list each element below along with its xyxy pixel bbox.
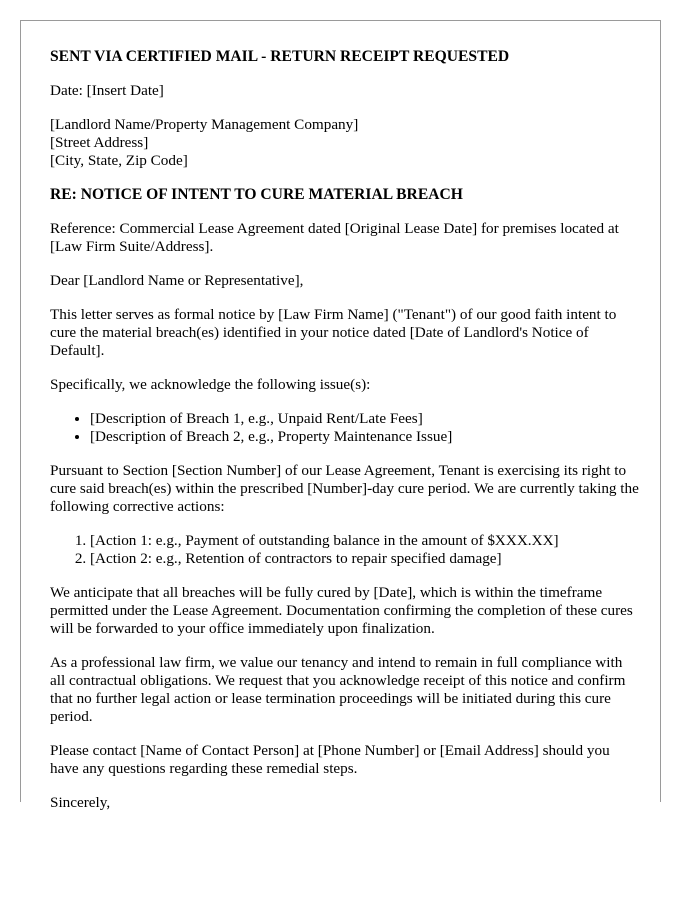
mailing-notice: SENT VIA CERTIFIED MAIL - RETURN RECEIPT REQUESTED — [50, 48, 510, 65]
salutation: Dear [Landlord Name or Representative], — [50, 272, 304, 289]
recipient-address — [50, 116, 640, 170]
letter-page — [20, 20, 661, 811]
list-item: 1. [Action 1: e.g., Payment of outstanding balance in the amount of $XXX.XX] — [90, 532, 640, 550]
intro-paragraph: This letter serves as formal notice by [Law Firm Name] ("Tenant") of our good faith intent to cure the material breach(es) identified in your notice dated [Date of Landlord's Notice of Default]. — [50, 306, 617, 359]
anticipate-paragraph: We anticipate that all breaches will be fully cured by [Date], which is within the timeframe permitted under the Lease Agreement. Documentation confirming the completion of these cures will be forwarded to your office immediately upon finalization. — [50, 584, 633, 637]
list-item: • [Description of Breach 2, e.g., Property Maintenance Issue] — [90, 428, 640, 446]
issues-intro: Specifically, we acknowledge the following issue(s): — [50, 376, 371, 393]
professional-paragraph: As a professional law firm, we value our tenancy and intend to remain in full compliance with all contractual obligations. We request that you acknowledge receipt of this notice and confirm that no further legal action or lease termination proceedings will be initiated during this cure period. — [50, 654, 626, 725]
contact-paragraph: Please contact [Name of Contact Person] at [Phone Number] or [Email Address] should you have any questions regarding these remedial steps. — [50, 742, 610, 777]
recipient-name: [Landlord Name/Property Management Company] — [50, 116, 359, 133]
date-line: Date: [Insert Date] — [50, 82, 164, 99]
list-item: 2. [Action 2: e.g., Retention of contractors to repair specified damage] — [90, 550, 640, 568]
recipient-city: [City, State, Zip Code] — [50, 152, 188, 169]
subject-line: RE: NOTICE OF INTENT TO CURE MATERIAL BREACH — [50, 186, 463, 203]
issues-list — [50, 410, 640, 446]
recipient-street: [Street Address] — [50, 134, 149, 151]
reference-paragraph: Reference: Commercial Lease Agreement dated [Original Lease Date] for premises located at [Law Firm Suite/Address]. — [50, 220, 619, 255]
pursuant-paragraph: Pursuant to Section [Section Number] of our Lease Agreement, Tenant is exercising its right to cure said breach(es) within the prescribed [Number]-day cure period. We are currently taking the following corrective actions: — [50, 462, 639, 515]
list-item: • [Description of Breach 1, e.g., Unpaid Rent/Late Fees] — [90, 410, 640, 428]
actions-list — [50, 532, 640, 568]
closing: Sincerely, — [50, 794, 111, 811]
letter-body — [50, 48, 640, 828]
